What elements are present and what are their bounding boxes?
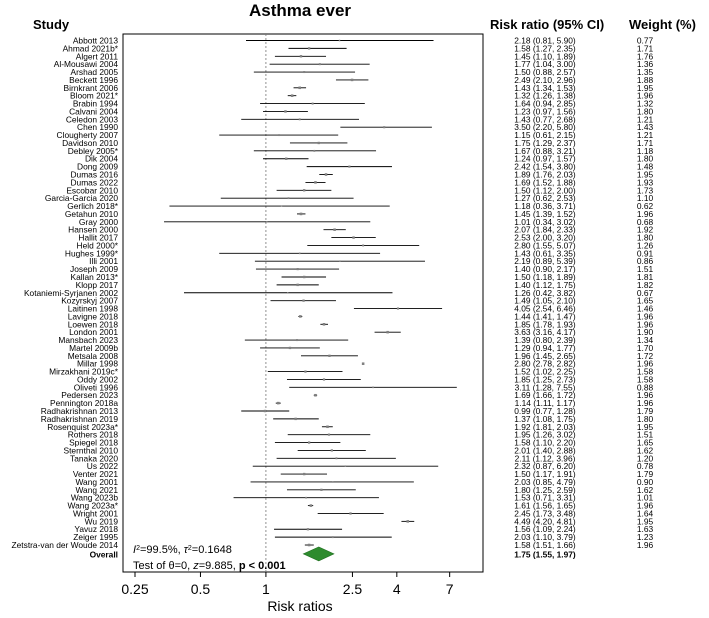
ci-value: 1.18 (0.36, 3.71) [514,201,576,212]
point-estimate [348,166,350,168]
weight-value: 1.90 [636,327,654,338]
ci-value: 2.45 (1.73, 3.48) [514,508,576,519]
weight-value: 1.96 [636,398,654,409]
weight-value: 1.71 [636,43,654,54]
study-label: Pennington 2018a [50,398,118,409]
study-label: Laitinen 1998 [67,303,118,314]
study-label: Debley 2005* [67,145,118,156]
ci-value: 1.95 (1.26, 3.02) [514,429,576,440]
weight-value: 1.10 [636,193,654,204]
point-estimate [296,284,298,286]
point-estimate [294,418,296,420]
study-label: Mirzakhani 2019c* [49,366,118,377]
study-label: Wang 2001 [75,476,118,487]
weight-value: 1.23 [636,532,654,543]
ci-value: 3.50 (2.20, 5.80) [514,122,576,133]
ci-value: 1.67 (0.88, 3.21) [514,145,576,156]
weight-value: 0.68 [636,216,654,227]
study-label: Dumas 2016 [70,169,118,180]
study-label: Hallit 2017 [78,232,118,243]
point-estimate [323,323,326,326]
study-label: Algert 2011 [75,51,118,62]
weight-value: 1.26 [636,240,654,251]
point-estimate [339,40,340,41]
ci-value: 1.37 (1.08, 1.75) [514,413,576,424]
point-estimate [332,536,334,538]
ci-value: 2.03 (1.10, 3.79) [514,532,576,543]
weight-value: 0.91 [636,248,654,259]
weight-value: 1.48 [636,161,654,172]
weight-value: 1.70 [636,342,654,353]
point-estimate [297,268,299,270]
ci-value: 1.61 (1.56, 1.65) [514,500,576,511]
point-estimate [326,425,329,428]
plot-frame [123,34,483,572]
ci-value: 1.56 (1.09, 2.24) [514,524,576,535]
study-label: Abbott 2013 [72,35,118,46]
ci-value: 3.63 (3.16, 4.17) [514,327,576,338]
weight-value: 1.21 [636,130,654,141]
point-estimate [372,387,374,389]
ci-value: 1.49 (1.05, 2.10) [514,295,576,306]
weight-value: 0.77 [636,35,654,46]
point-estimate [298,87,301,90]
weight-value: 1.80 [636,413,654,424]
x-axis [121,572,453,597]
point-estimate [305,497,307,499]
study-label: Joseph 2009 [70,264,118,275]
study-label: Venter 2021 [72,469,118,480]
point-estimate [296,339,298,341]
ci-value: 2.11 (1.12, 3.96) [514,453,576,464]
weight-value: 1.96 [636,319,654,330]
ci-value: 1.50 (0.88, 2.57) [514,67,576,78]
weight-value: 1.82 [636,279,654,290]
weight-value: 1.62 [636,484,654,495]
ci-value: 1.85 (1.25, 2.73) [514,374,576,385]
ci-value: 1.26 (0.42, 3.82) [514,287,576,298]
overall-test-stat: Test of θ=0, z=9.885, p < 0.001 [133,560,286,572]
point-estimate [300,213,303,216]
ci-value: 1.92 (1.81, 2.03) [514,421,576,432]
point-estimate [314,394,317,397]
study-label: Calvani 2004 [69,106,118,117]
point-estimate [319,63,321,65]
x-tick-label: 0.5 [190,581,211,597]
ci-value: 1.96 (1.45, 2.65) [514,350,576,361]
weight-value: 0.90 [636,476,654,487]
weight-value: 1.93 [636,177,654,188]
study-label: Zetstra-van der Woude 2014 [11,540,118,551]
weight-column-header: Weight (%) [629,17,696,32]
ci-value: 1.43 (0.61, 3.35) [514,248,576,259]
study-label: Martel 2009b [69,342,118,353]
study-label: Kotaniemi-Syrjanen 2002 [23,287,118,298]
study-label: Oliveti 1996 [73,382,118,393]
point-estimate [303,276,305,278]
point-estimate [299,253,301,255]
study-label: Loewen 2018 [67,319,118,330]
study-label: Al-Mousawi 2004 [53,59,118,70]
point-estimate [323,378,325,380]
study-label: Tanaka 2020 [70,453,118,464]
study-label: Arshad 2005 [70,67,118,78]
study-label: Dumas 2022 [70,177,118,188]
point-estimate [362,244,364,246]
ci-value: 1.50 (1.17, 1.91) [514,469,576,480]
point-estimate [304,370,306,372]
ci-column-header: Risk ratio (95% CI) [490,17,605,32]
point-estimate [335,457,337,459]
point-estimate [339,260,341,262]
weight-value: 1.96 [636,540,654,551]
ci-value: 2.32 (0.87, 6.20) [514,461,576,472]
point-estimate [314,181,317,184]
point-estimate [302,299,304,301]
weight-value: 1.96 [636,90,654,101]
point-estimate [362,362,365,365]
point-estimate [328,355,330,357]
study-label: Chen 1990 [77,122,118,133]
ci-value: 1.40 (1.12, 1.75) [514,279,576,290]
weight-value: 1.35 [636,67,654,78]
weight-value: 0.62 [636,201,654,212]
study-label: Illi 2001 [89,256,118,267]
x-axis-label: Risk ratios [267,598,333,614]
point-estimate [318,142,320,144]
point-estimate [333,228,336,231]
ci-value: 1.69 (1.66, 1.72) [514,390,576,401]
ci-value: 1.80 (1.25, 2.59) [514,484,576,495]
weight-value: 1.71 [636,137,654,148]
weight-value: 1.64 [636,508,654,519]
point-estimate [308,441,310,443]
study-label: Zeiger 1995 [73,532,118,543]
overall-diamond [303,547,334,561]
ci-value: 1.52 (1.02, 2.25) [514,366,576,377]
study-label: Birnkrant 2006 [63,82,118,93]
point-estimate [349,512,351,514]
ci-value: 1.45 (1.10, 1.89) [514,51,576,62]
ci-value: 1.43 (0.77, 2.68) [514,114,576,125]
weight-value: 1.01 [636,492,654,503]
weight-value: 1.58 [636,374,654,385]
point-estimate [332,481,334,483]
weight-value: 1.96 [636,358,654,369]
ci-value: 1.29 (0.94, 1.77) [514,342,576,353]
weight-value: 1.32 [636,98,654,109]
ci-value: 1.50 (1.18, 1.89) [514,271,576,282]
ci-value: 1.77 (1.04, 3.00) [514,59,576,70]
weight-value: 1.72 [636,350,654,361]
point-estimate [308,47,310,49]
ci-value: 1.85 (1.78, 1.93) [514,319,576,330]
study-label: Kozyrskyj 2007 [61,295,118,306]
point-estimate [345,465,347,467]
point-estimate [328,434,330,436]
point-estimate [351,79,353,81]
point-estimate [281,205,282,206]
study-label: Celedon 2003 [65,114,118,125]
weight-value: 0.67 [636,287,654,298]
ci-value: 1.50 (1.12, 2.00) [514,185,576,196]
ci-value: 2.80 (1.55, 5.07) [514,240,576,251]
ci-value: 2.03 (0.85, 4.79) [514,476,576,487]
weight-value: 1.20 [636,453,654,464]
point-estimate [303,71,305,73]
weight-value: 1.96 [636,390,654,401]
study-label: Yavuz 2018 [74,524,118,535]
weight-value: 1.58 [636,366,654,377]
point-estimate [285,158,287,160]
study-label: Radhakrishnan 2019 [40,413,118,424]
study-label: Garcia-Garcia 2020 [44,193,118,204]
study-label: Dik 2004 [84,153,118,164]
study-label: Gerlich 2018* [67,201,118,212]
study-label: London 2001 [69,327,118,338]
statistics-box [133,544,286,572]
ci-value: 1.75 (1.29, 2.37) [514,137,576,148]
point-estimate [264,410,266,412]
ci-value: 1.53 (0.71, 3.31) [514,492,576,503]
study-label: Sternthal 2010 [63,445,118,456]
point-estimate [278,134,280,136]
ci-value: 2.42 (1.54, 3.80) [514,161,576,172]
point-estimate [312,103,314,105]
weight-value: 1.88 [636,74,654,85]
study-label: Wu 2019 [84,516,118,527]
ci-value: 1.27 (0.62, 2.53) [514,193,576,204]
overall-label: Overall [89,549,118,560]
point-estimate [352,236,354,238]
study-label: Spiegel 2018 [69,437,118,448]
study-label: Getahun 2010 [64,208,118,219]
ci-value: 1.45 (1.39, 1.52) [514,208,576,219]
ci-value: 0.99 (0.77, 1.28) [514,406,576,417]
weight-value: 1.80 [636,106,654,117]
point-estimate [397,307,399,309]
study-label: Oddy 2002 [77,374,118,385]
weight-value: 1.95 [636,516,654,527]
study-label: Kallan 2013* [70,271,118,282]
study-label: Klopp 2017 [75,279,118,290]
ci-value: 2.01 (1.40, 2.88) [514,445,576,456]
ci-value: 2.53 (2.00, 3.20) [514,232,576,243]
ci-value: 1.44 (1.41, 1.47) [514,311,576,322]
point-estimate [288,197,290,199]
weight-value: 1.79 [636,469,654,480]
point-estimate [284,110,286,112]
weight-value: 1.21 [636,114,654,125]
weight-value: 1.65 [636,295,654,306]
chart-title: Asthma ever [248,1,352,20]
ci-value: 1.69 (1.52, 1.88) [514,177,576,188]
ci-value: 1.32 (1.26, 1.38) [514,90,576,101]
weight-value: 1.80 [636,153,654,164]
overall-ci-value: 1.75 (1.55, 1.97) [514,549,576,560]
x-tick-label: 0.25 [121,581,149,597]
point-estimate [299,118,301,120]
study-label: Clougherty 2007 [56,130,118,141]
weight-value: 1.95 [636,169,654,180]
ci-value: 4.05 (2.54, 6.46) [514,303,576,314]
ci-value: 1.15 (0.61, 2.15) [514,130,576,141]
weight-value: 0.78 [636,461,654,472]
study-rows [12,36,654,551]
ci-value: 1.24 (0.97, 1.57) [514,153,576,164]
study-label: Millar 1998 [77,358,118,369]
ci-value: 1.40 (0.90, 2.17) [514,264,576,275]
ci-value: 2.80 (2.78, 2.82) [514,358,576,369]
point-estimate [308,544,311,547]
ci-value: 1.64 (0.94, 2.85) [514,98,576,109]
ci-value: 2.49 (2.10, 2.96) [514,74,576,85]
study-label: Held 2000* [76,240,118,251]
ci-value: 1.23 (0.97, 1.56) [514,106,576,117]
point-estimate [291,94,294,97]
heterogeneity-stat: $I^2=99.5\%$, $\tau^2=0.1648$ [133,544,232,556]
point-estimate [383,126,385,128]
study-label: Rosenquist 2023a* [47,421,118,432]
point-estimate [277,402,280,405]
study-label: Pedersen 2023 [61,390,118,401]
point-estimate [300,55,302,57]
weight-value: 1.63 [636,524,654,535]
study-label: Ahmad 2021b* [62,43,118,54]
study-label: Rothers 2018 [67,429,118,440]
study-label: Wang 2023b [70,492,118,503]
weight-value: 1.43 [636,122,654,133]
weight-value: 1.51 [636,429,654,440]
ci-value: 4.49 (4.20, 4.81) [514,516,576,527]
study-column-header: Study [33,17,70,32]
study-label: Davidson 2010 [62,137,118,148]
ci-value: 2.07 (1.84, 2.33) [514,224,576,235]
study-label: Escobar 2010 [66,185,118,196]
ci-value: 1.01 (0.34, 3.02) [514,216,576,227]
weight-value: 1.92 [636,224,654,235]
study-label: Wright 2001 [72,508,118,519]
point-estimate [287,292,288,293]
point-estimate [299,315,302,318]
weight-value: 1.36 [636,59,654,70]
weight-value: 1.95 [636,82,654,93]
weight-value: 1.34 [636,335,654,346]
weight-value: 1.18 [636,145,654,156]
weight-value: 1.79 [636,406,654,417]
weight-value: 1.65 [636,437,654,448]
point-estimate [307,528,309,530]
ci-value: 1.39 (0.80, 2.39) [514,335,576,346]
point-estimate [289,347,291,349]
ci-value: 2.19 (0.89, 5.39) [514,256,576,267]
ci-value: 1.89 (1.76, 2.03) [514,169,576,180]
x-tick-label: 4 [392,581,401,597]
ci-value: 1.43 (1.34, 1.53) [514,82,576,93]
study-label: Radhakrishnan 2013 [40,406,118,417]
point-estimate [386,331,389,334]
study-label: Bloom 2021* [70,90,118,101]
x-tick-label: 1 [262,581,270,597]
ci-value: 1.58 (1.27, 2.35) [514,43,576,54]
weight-value: 1.95 [636,421,654,432]
weight-value: 1.51 [636,264,654,275]
study-label: Hughes 1999* [64,248,118,259]
point-estimate [406,520,409,523]
point-estimate [325,173,328,176]
weight-value: 1.73 [636,185,654,196]
ci-value: 1.58 (1.51, 1.66) [514,540,576,551]
study-label: Dong 2009 [77,161,118,172]
weight-value: 1.80 [636,232,654,243]
point-estimate [303,473,305,475]
ci-value: 2.18 (0.81, 5.90) [514,35,576,46]
point-estimate [313,150,315,152]
weight-value: 0.86 [636,256,654,267]
weight-value: 1.46 [636,303,654,314]
point-estimate [331,449,333,451]
point-estimate [320,489,322,491]
study-label: Metsala 2008 [67,350,118,361]
weight-value: 1.76 [636,51,654,62]
study-label: Mansbach 2023 [58,335,118,346]
x-tick-label: 7 [445,581,454,597]
ci-value: 1.14 (1.11, 1.17) [514,398,576,409]
study-label: Beckett 1996 [69,74,118,85]
weight-value: 1.62 [636,445,654,456]
study-label: Hansen 2000 [68,224,118,235]
weight-value: 0.88 [636,382,654,393]
study-label: Us 2022 [86,461,118,472]
x-tick-label: 2.5 [342,581,363,597]
point-estimate [303,189,305,191]
point-estimate [266,221,267,222]
study-label: Wang 2021 [75,484,118,495]
study-label: Wang 2023a* [67,500,118,511]
ci-value: 1.58 (1.10, 2.20) [514,437,576,448]
study-label: Lavigne 2018 [67,311,118,322]
study-label: Brabin 1994 [72,98,118,109]
study-label: Gray 2000 [78,216,118,227]
ci-value: 3.11 (1.28, 7.55) [514,382,576,393]
weight-value: 1.96 [636,311,654,322]
weight-value: 1.81 [636,271,654,282]
weight-value: 1.96 [636,500,654,511]
weight-value: 1.96 [636,208,654,219]
point-estimate [310,504,313,507]
